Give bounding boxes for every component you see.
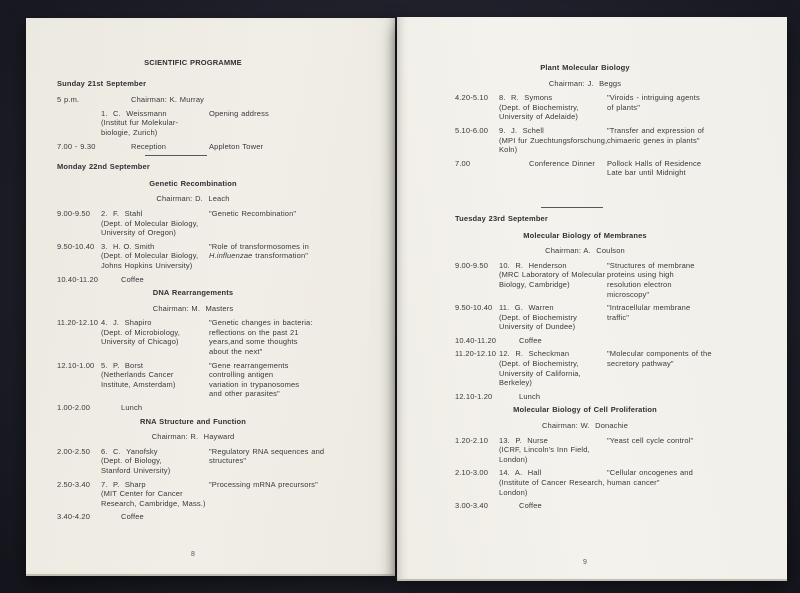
speaker-affiliation [101, 209, 209, 238]
title-line: years,and some thoughts [209, 337, 298, 347]
speaker-affiliation [499, 261, 607, 299]
programme-row [455, 159, 762, 178]
session-time [57, 109, 101, 138]
speaker-line: University of Adelaide) [499, 112, 579, 122]
session-time: 9.50-10.40 [455, 303, 493, 313]
programme-row [57, 95, 351, 105]
title-line: "Role of transformosomes in [209, 241, 309, 251]
speaker-line: 4. J. Shapiro [101, 318, 152, 328]
chairman-line: Chairman: J. Beggs [548, 78, 622, 88]
programme-row [57, 318, 351, 356]
speaker-line: 9. J. Schell [499, 125, 544, 135]
day-heading: Tuesday 23rd September [455, 213, 548, 223]
speaker-line: (Dept. of Biochemistry, [499, 359, 579, 369]
event-note [607, 159, 762, 178]
speaker-affiliation [101, 242, 209, 271]
session-time: 7.00 [455, 158, 471, 168]
programme-row [57, 403, 351, 413]
speaker-affiliation [499, 468, 607, 497]
speaker-line: University of California, [499, 368, 581, 378]
programme-row [455, 436, 762, 465]
talk-title [607, 93, 762, 122]
talk-title [209, 318, 351, 356]
session-time: 9.00-9.50 [455, 260, 489, 270]
separator-rule [541, 207, 603, 208]
session-time: 2.50-3.40 [57, 479, 91, 489]
programme-row [57, 480, 351, 509]
speaker-line: (Dept. of Molecular Biology, [101, 251, 199, 261]
session-heading: Molecular Biology of Membranes [523, 230, 647, 240]
programme-row [57, 142, 351, 152]
title-line: and other parasites" [209, 389, 280, 399]
speaker-line: London) [499, 487, 528, 497]
page-number: 8 [190, 551, 196, 559]
session-time: 2.00-2.50 [57, 446, 91, 456]
programme-row [455, 501, 762, 511]
session-heading: Plant Molecular Biology [540, 63, 630, 72]
title-line: "Structures of membrane [607, 260, 695, 270]
session-time: 11.20-12.10 [57, 318, 99, 328]
session-time: 5 p.m. [57, 95, 80, 105]
title-line: about the next" [209, 347, 263, 357]
separator-rule [145, 155, 207, 156]
title-line: secretory pathway" [607, 359, 674, 369]
chairman-line: Chairman: A. Coulson [545, 246, 625, 256]
session-time: 10.40-11.20 [57, 274, 99, 284]
title-line: "Genetic Recombination" [209, 208, 297, 218]
speaker-affiliation [101, 318, 209, 356]
session-heading: Genetic Recombination [149, 178, 237, 188]
session-heading: RNA Structure and Function [140, 416, 246, 426]
speaker-line: 3. H. O. Smith [101, 241, 155, 251]
title-line: variation in trypanosomes [209, 379, 300, 389]
title-line: traffic" [607, 312, 630, 322]
title-line: proteins using high [607, 270, 674, 280]
talk-title [209, 480, 351, 509]
speaker-affiliation [101, 447, 209, 476]
programme-row [455, 468, 762, 497]
session-heading: DNA Rearrangements [152, 288, 234, 298]
speaker-affiliation [101, 109, 209, 138]
right-page-content [455, 63, 762, 511]
speaker-line: biologie, Zurich) [101, 127, 158, 137]
title-line: "Molecular components of the [607, 349, 712, 359]
event-label: Lunch [121, 403, 143, 413]
programme-row [455, 303, 762, 332]
speaker-line: 14. A. Hall [499, 468, 542, 478]
chairman-line: Chairman: M. Masters [152, 303, 234, 313]
title-line: chimaeric genes in plants" [607, 135, 700, 145]
session-time: 1.20-2.10 [455, 435, 489, 445]
speaker-line: University of Dundee) [499, 322, 576, 332]
speaker-line: (Dept. of Biochemistry, [499, 102, 579, 112]
event-label: Coffee [121, 512, 144, 522]
speaker-line: Research, Cambridge, Mass.) [101, 498, 206, 508]
talk-title [607, 303, 762, 332]
speaker-affiliation [499, 93, 607, 122]
session-time: 10.40-11.20 [455, 335, 497, 345]
programme-row [455, 336, 762, 346]
chairman-line: Chairman: D. Leach [156, 194, 230, 204]
speaker-line: (Institut fur Molekular- [101, 118, 179, 128]
title-line: "Intracellular membrane [607, 303, 691, 313]
talk-title [209, 109, 351, 138]
session-time: 12.10-1.00 [57, 360, 95, 370]
title-line: "Processing mRNA precursors" [209, 479, 318, 489]
day-heading: Sunday 21st September [57, 78, 147, 88]
speaker-line: University of Chicago) [101, 337, 179, 347]
title-line: reflections on the past 21 [209, 327, 299, 337]
title-line: H.influenzae transformation" [209, 251, 309, 261]
talk-title [209, 447, 351, 476]
title-line: controlling antigen [209, 370, 274, 380]
event-label: Chairman: K. Murray [131, 95, 205, 105]
talk-title [607, 349, 762, 387]
note-line: Appleton Tower [209, 141, 264, 151]
programme-row [455, 349, 762, 387]
title-line: "Yeast cell cycle control" [607, 435, 694, 445]
speaker-line: (Institute of Cancer Research, [499, 478, 605, 487]
session-time: 7.00 - 9.30 [57, 141, 96, 151]
chairman-line: Chairman: W. Donachie [541, 421, 629, 431]
speaker-affiliation [101, 480, 209, 509]
event-note [209, 142, 351, 152]
speaker-affiliation [499, 126, 607, 155]
speaker-line: (MRC Laboratory of Molecular [499, 270, 606, 280]
session-time: 9.00-9.50 [57, 208, 91, 218]
left-page [26, 18, 395, 574]
event-label: Lunch [519, 391, 541, 401]
speaker-affiliation [499, 303, 607, 332]
speaker-affiliation [101, 361, 209, 399]
programme-row [455, 392, 762, 402]
event-label: Conference Dinner [529, 158, 596, 168]
session-time: 3.40-4.20 [57, 512, 91, 522]
title-line: microscopy" [607, 289, 650, 299]
speaker-line: Berkeley) [499, 378, 533, 388]
talk-title [209, 209, 351, 238]
session-heading: Molecular Biology of Cell Proliferation [513, 405, 657, 415]
programme-row [57, 209, 351, 238]
speaker-affiliation [499, 436, 607, 465]
speaker-line: Johns Hopkins University) [101, 260, 193, 270]
speaker-line: Koln) [499, 145, 518, 155]
speaker-affiliation [499, 349, 607, 387]
talk-title [209, 361, 351, 399]
page-number: 9 [582, 559, 588, 567]
speaker-line: 5. P. Borst [101, 360, 144, 370]
speaker-line: 2. F. Stahl [101, 208, 143, 218]
title-line: Opening address [209, 108, 269, 118]
speaker-line: (MPI fur Zuechtungsforschung, [499, 135, 608, 145]
speaker-line: (Dept. of Biology, [101, 456, 162, 466]
programme-row [57, 242, 351, 271]
title-line: "Regulatory RNA sequences and [209, 446, 325, 456]
programme-row [57, 512, 351, 522]
session-time: 12.10-1.20 [455, 391, 493, 401]
title-line: "Gene rearrangements [209, 360, 289, 370]
speaker-line: 13. P. Nurse [499, 435, 548, 445]
session-time: 3.00-3.40 [455, 501, 489, 511]
speaker-line: 11. G. Warren [499, 303, 554, 313]
title-line: structures" [209, 456, 247, 466]
day-heading: Monday 22nd September [57, 162, 150, 172]
session-time: 9.50-10.40 [57, 241, 95, 251]
title-line: "Viroids - intriguing agents [607, 93, 700, 103]
talk-title [607, 468, 762, 497]
speaker-line: (ICRF, Lincoln's Inn Field, [499, 445, 590, 455]
talk-title [607, 436, 762, 465]
programme-row [455, 93, 762, 122]
title-line: resolution electron [607, 279, 672, 289]
programme-row [455, 261, 762, 299]
speaker-line: University of Oregon) [101, 228, 177, 238]
speaker-line: 12. R. Scheckman [499, 349, 570, 359]
session-time: 4.20-5.10 [455, 93, 489, 103]
session-time: 5.10-6.00 [455, 125, 489, 135]
speaker-line: (Dept. of Microbiology, [101, 327, 180, 337]
event-label: Coffee [519, 501, 542, 511]
speaker-line: Stanford University) [101, 466, 171, 475]
title-line: "Cellular oncogenes and [607, 468, 693, 478]
title-line: human cancer" [607, 478, 660, 487]
title-line: of plants" [607, 102, 641, 112]
session-time: 1.00-2.00 [57, 403, 91, 413]
spacer [455, 182, 762, 204]
italic-species-name: H.influenzae [209, 251, 253, 261]
programme-row [57, 109, 351, 138]
event-label: Reception [131, 141, 167, 151]
session-time: 11.20-12.10 [455, 349, 497, 359]
speaker-line: Biology, Cambridge) [499, 279, 570, 289]
title-line: "Genetic changes in bacteria: [209, 318, 313, 328]
speaker-line: Institute, Amsterdam) [101, 379, 176, 389]
chairman-line: Chairman: R. Hayward [151, 432, 235, 442]
right-page [397, 17, 787, 579]
speaker-line: 6. C. Yanofsky [101, 446, 158, 456]
event-label: Coffee [519, 335, 542, 345]
programme-row [455, 126, 762, 155]
programme-title: SCIENTIFIC PROGRAMME [144, 58, 242, 67]
speaker-line: (Dept. of Molecular Biology, [101, 218, 199, 228]
note-line: Pollock Halls of Residence [607, 158, 702, 168]
session-time: 2.10-3.00 [455, 468, 489, 478]
programme-row [57, 447, 351, 476]
speaker-line: 8. R. Symons [499, 93, 553, 103]
left-page-content [57, 58, 351, 522]
programme-row [57, 361, 351, 399]
speaker-line: (Dept. of Biochemistry [499, 312, 578, 322]
talk-title [607, 126, 762, 155]
speaker-line: 1. C. Weissmann [101, 108, 167, 118]
speaker-line: 7. P. Sharp [101, 479, 146, 489]
speaker-line: (Netherlands Cancer [101, 370, 174, 380]
programme-row [57, 275, 351, 285]
speaker-line: (MIT Center for Cancer [101, 489, 183, 499]
speaker-line: 10. R. Henderson [499, 260, 567, 270]
speaker-line: London) [499, 454, 528, 464]
event-label: Coffee [121, 274, 144, 284]
note-line: Late bar until Midnight [607, 168, 686, 178]
talk-title [209, 242, 351, 271]
title-line: "Transfer and expression of [607, 125, 705, 135]
talk-title [607, 261, 762, 299]
